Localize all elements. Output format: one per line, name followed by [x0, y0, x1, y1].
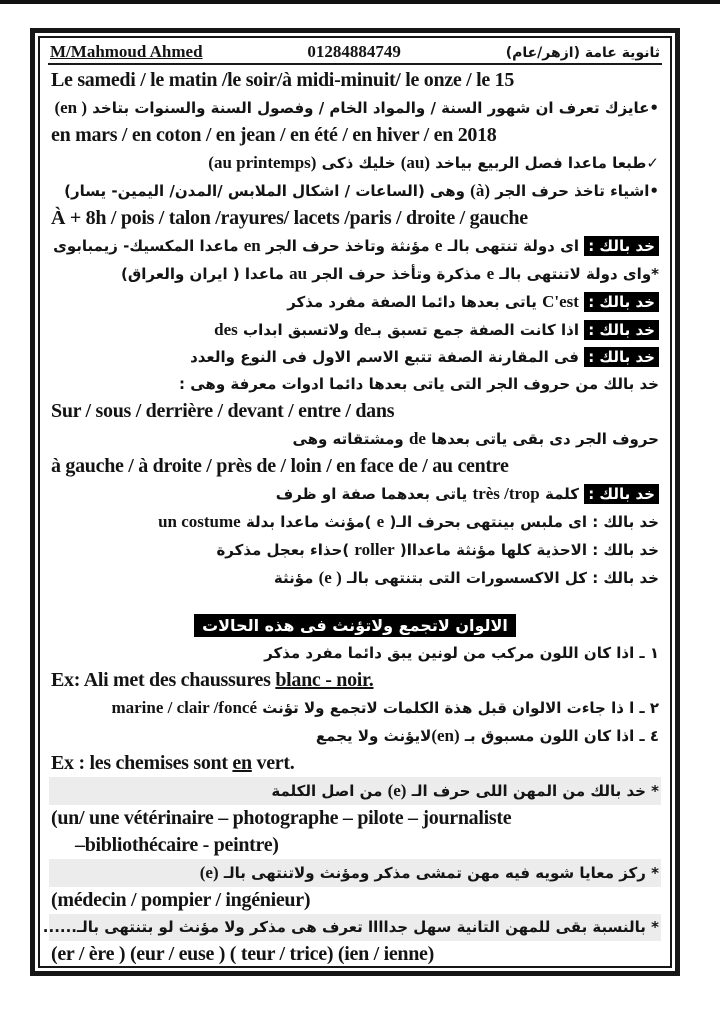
arabic-text: مؤنثة وتاخذ حرف الجر: [260, 237, 435, 255]
arabic-text: ولاتسبق ابداب: [237, 321, 355, 339]
text-line: [49, 425, 661, 453]
arabic-text: ✓طبعا ماعدا فصل الربيع بياخد: [430, 154, 659, 172]
arabic-text: ماعدا المكسيك- زيمبابوى: [53, 237, 244, 255]
french-text: Ex: Ali met des chaussures: [51, 669, 276, 691]
arabic-text: ياتى بعدهما صفة او ظرف: [275, 485, 473, 503]
arabic-text: *واى دولة لاتنتهى بالـ: [494, 265, 659, 283]
text-line: [49, 750, 661, 777]
french-text: (médecin / pompier / ingénieur): [51, 889, 311, 911]
scan-edge-strip: [0, 0, 720, 4]
arabic-text: خد بالك من حروف الجر التى ياتى بعدها دائما ادوات معرفة وهى :: [179, 375, 659, 393]
arabic-text: فى المقارنة الصفة تتبع الاسم الاول فى النوع والعدد: [190, 348, 585, 366]
french-text: (en ): [54, 98, 88, 117]
arabic-text: اى دولة تنتهى بالـ: [442, 237, 585, 255]
arabic-text: خليك ذكى: [316, 154, 401, 172]
text-line: [49, 694, 661, 722]
take-care-highlight-label: خد بالك :: [584, 484, 659, 504]
page-border-frame: [30, 28, 680, 976]
arabic-text: ماعدا ( ايران والعراق): [121, 265, 290, 283]
text-line: [49, 805, 661, 832]
french-text: (un/ une vétérinaire – photographe – pilote – journaliste: [51, 807, 512, 829]
arabic-text: خد بالك : اى ملبس بينتهى بحرف الـ(: [384, 513, 659, 531]
french-text: À + 8h / pois / talon /rayures/ lacets /paris / droite / gauche: [51, 207, 528, 229]
french-text: un costume: [158, 512, 241, 531]
french-text: de: [408, 429, 426, 448]
document-header: [48, 42, 662, 65]
text-line: [49, 777, 661, 805]
arabic-text: خد بالك : الاحذية كلها مؤنثة ماعداا(: [394, 541, 659, 559]
text-line: [49, 887, 661, 914]
french-text: de: [354, 320, 372, 339]
french-text: Le samedi / le matin /le soir/à midi-minuit/ le onze / le 15: [51, 69, 515, 91]
take-care-highlight-label: خد بالك :: [584, 292, 659, 312]
arabic-text: ١ ـ اذا كان اللون مركب من لونين يبق دائما مفرد مذكر: [264, 644, 659, 662]
text-line: [49, 232, 661, 260]
french-text: C'est: [542, 292, 579, 311]
text-line: [49, 316, 661, 344]
french-text: des: [214, 320, 238, 339]
text-line: [49, 564, 661, 592]
arabic-text: ٢ ـ ا ذا جاءت الالوان قبل هذة الكلمات لاتجمع ولا تؤنث: [257, 699, 659, 717]
take-care-highlight-label: خد بالك :: [584, 236, 659, 256]
french-text: (au printemps): [208, 153, 317, 172]
french-text: e: [486, 264, 495, 283]
text-line: [49, 260, 661, 288]
french-text-underlined: en: [232, 752, 252, 774]
french-text: (e): [199, 863, 219, 882]
text-line: [49, 205, 661, 232]
arabic-text: •عايزك تعرف ان شهور السنة / والمواد الخام / وفصول السنة والسنوات بتاخد: [87, 99, 659, 117]
school-grade-label: ثانوية عامة (ازهر/عام): [505, 45, 660, 61]
arabic-text: خد بالك : كل الاكسسورات التى بتنتهى بالـ: [341, 569, 659, 587]
french-text: (en): [431, 726, 460, 745]
arabic-text: وهى (الساعات / اشكال الملابس /المدن/ اليمين- يسار): [64, 182, 471, 200]
french-text: en: [243, 236, 261, 255]
french-text: (er / ère ) (eur / euse ) ( teur / trice) (ien / ienne): [51, 943, 434, 965]
arabic-text: )حذاء بعجل مذكرة: [216, 541, 355, 559]
text-line: [49, 371, 661, 398]
arabic-text: * ركز معايا شويه فيه مهن تمشى مذكر ومؤنث ولاتنتهى بالـ: [218, 864, 659, 882]
document-body: [42, 66, 662, 968]
french-text: très /trop: [472, 484, 540, 503]
french-text: au: [289, 264, 308, 283]
french-text: roller: [354, 540, 395, 559]
french-text: e: [376, 512, 385, 531]
arabic-text: لايؤنث ولا يجمع: [315, 727, 432, 745]
arabic-text: ومشتقاته وهى: [292, 430, 409, 448]
page-inner-frame: [38, 36, 672, 968]
arabic-text: )مؤنث ماعدا بدلة: [240, 513, 377, 531]
french-text: (e): [387, 781, 407, 800]
text-line: [49, 67, 661, 94]
text-line: [49, 122, 661, 149]
french-text: –bibliothécaire - peintre): [75, 834, 279, 856]
text-line: [49, 94, 661, 122]
text-line: [49, 508, 661, 536]
text-line: [49, 536, 661, 564]
french-text: Ex : les chemises sont: [51, 752, 233, 774]
french-text: (au): [400, 153, 431, 172]
text-line: [42, 914, 661, 941]
take-care-highlight-label: خد بالك :: [584, 347, 659, 367]
arabic-text: مذكرة وتأخذ حرف الجر: [307, 265, 487, 283]
section-heading: الالوان لاتجمع ولاتؤنث فى هذه الحالات: [194, 614, 516, 637]
french-text-underlined: blanc - noir.: [275, 669, 374, 691]
text-line: [49, 832, 661, 859]
french-text: (e ): [318, 568, 342, 587]
arabic-text: * خد بالك من المهن اللى حرف الـ: [406, 782, 659, 800]
text-line: [49, 722, 661, 750]
arabic-text: مؤنثة: [273, 569, 319, 587]
text-line: [49, 859, 661, 887]
french-text: (à): [470, 181, 490, 200]
text-line: [49, 149, 661, 177]
take-care-highlight-label: خد بالك :: [584, 320, 659, 340]
text-line: [49, 667, 661, 694]
teacher-name: M/Mahmoud Ahmed: [50, 42, 203, 61]
section-heading-line: [49, 612, 661, 640]
arabic-text: •اشياء تاخذ حرف الجر: [489, 182, 659, 200]
french-text: en mars / en coton / en jean / en été / en hiver / en 2018: [51, 124, 497, 146]
text-line: [49, 398, 661, 425]
french-text: e: [434, 236, 443, 255]
french-text: marine / clair /foncé: [111, 698, 257, 717]
text-line: [49, 288, 661, 316]
text-line: [49, 941, 661, 968]
arabic-text: من اصل الكلمة: [271, 782, 388, 800]
text-line: [49, 480, 661, 508]
arabic-text: حروف الجر دى بقى ياتى بعدها: [425, 430, 659, 448]
text-line: [49, 453, 661, 480]
text-line: [49, 177, 661, 205]
arabic-text: * بالنسبة بقى للمهن التانية سهل جداااا تعرف هى مذكر ولا مؤنث لو بتنتهى بالـ......: [42, 918, 659, 936]
arabic-text: ياتى بعدها دائما الصفة مفرد مذكر: [287, 293, 543, 311]
arabic-text: ٤ ـ اذا كان اللون مسبوق بـ: [459, 727, 659, 745]
arabic-text: كلمة: [539, 485, 585, 503]
text-line: [49, 640, 661, 667]
french-text: à gauche / à droite / près de / loin / en face de / au centre: [51, 455, 509, 477]
arabic-text: اذا كانت الصفة جمع تسبق بـ: [371, 321, 585, 339]
french-text: Sur / sous / derrière / devant / entre / dans: [51, 400, 395, 422]
phone-number: 01284884749: [307, 42, 401, 61]
french-text: vert.: [251, 752, 295, 774]
text-line: [49, 344, 661, 371]
